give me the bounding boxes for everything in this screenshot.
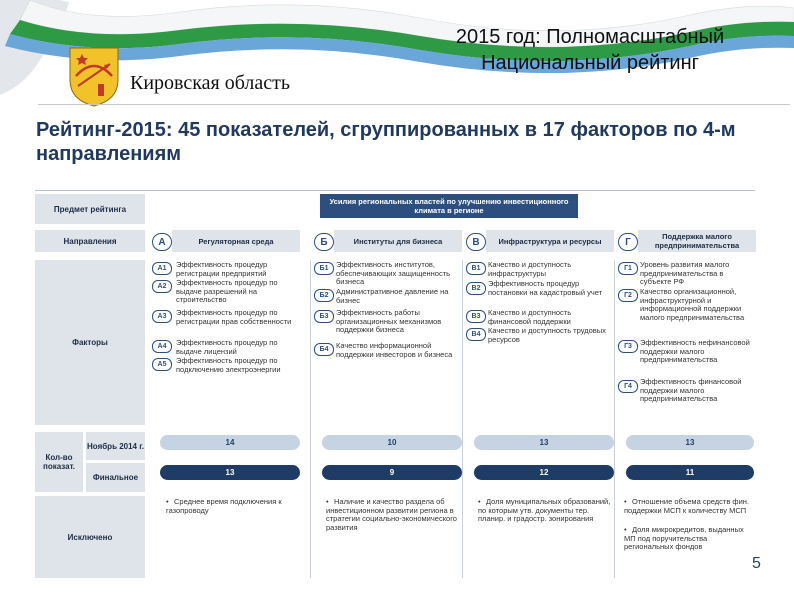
factor-text: Эффективность работы организационных механизмов поддержки бизнеса — [336, 308, 442, 335]
factor-code: А5 — [152, 358, 172, 371]
factor-text: Эффективность процедур по регистрации прав собственности — [176, 308, 292, 326]
direction-letter-badge: Г — [618, 233, 638, 251]
rating-table — [30, 190, 760, 585]
row-label-final: Финальное — [86, 463, 145, 492]
header-title: 2015 год: Полномасштабный Национальный рейтинг — [455, 26, 725, 74]
factor-text: Уровень развития малого предпринимательства в субъекте РФ — [640, 260, 730, 287]
factor-code: В4 — [466, 328, 486, 341]
factor-code: А1 — [152, 262, 172, 275]
factor-text: Эффективность процедур регистрации предприятий — [176, 260, 268, 278]
header-divider — [38, 104, 790, 105]
row-label-directions: Направления — [35, 230, 145, 252]
factor-text: Административное давление на бизнес — [336, 287, 449, 305]
page-heading: Рейтинг-2015: 45 показателей, сгруппированных в 17 факторов по 4-м направлениям — [36, 119, 736, 165]
excluded-item: • Доля муниципальных образований, по которым утв. документы тер. планир. и градостр. зонирования — [478, 497, 611, 524]
factor-code: В3 — [466, 310, 486, 323]
excluded-item: • Доля микрокредитов, выданных МП под поручительства региональных фондов — [624, 525, 744, 552]
factor-text: Эффективность финансовой поддержки малого предпринимательства — [640, 377, 742, 404]
factor-code: Г3 — [618, 340, 638, 353]
excluded-item: • Наличие и качество раздела об инвестиционном развитии региона в стратегии социально-экономического развития — [326, 497, 457, 532]
direction-header: Инфраструктура и ресурсы — [486, 230, 614, 252]
factor-code: Б1 — [314, 262, 334, 275]
direction-letter-badge: В — [466, 233, 486, 251]
region-name: Кировская область — [130, 72, 291, 94]
factor-code: Г1 — [618, 262, 638, 275]
direction-letter-badge: А — [152, 233, 172, 251]
factor-text: Эффективность процедур по выдаче разрешений на строительство — [176, 278, 278, 305]
page-number: 5 — [752, 555, 761, 572]
count-november-pill: 13 — [626, 435, 754, 450]
factor-code: А4 — [152, 340, 172, 353]
row-label-excluded: Исключено — [35, 496, 145, 578]
factor-text: Качество информационной поддержки инвесторов и бизнеса — [336, 341, 453, 359]
factor-text: Эффективность процедур по подключению электроэнергии — [176, 356, 281, 374]
count-november-pill: 10 — [322, 435, 462, 450]
column-divider — [310, 260, 311, 578]
factor-code: В2 — [466, 282, 486, 295]
factor-code: В1 — [466, 262, 486, 275]
direction-column-b — [314, 230, 466, 580]
factor-code: Б2 — [314, 289, 334, 302]
coat-of-arms-icon — [68, 46, 120, 108]
factor-text: Эффективность институтов, обеспечивающих защищенность бизнеса — [336, 260, 451, 287]
count-final-pill: 11 — [626, 465, 754, 480]
factor-text: Качество и доступность инфраструктуры — [488, 260, 572, 278]
count-november-pill: 14 — [160, 435, 300, 450]
direction-column-g — [618, 230, 758, 580]
row-label-november: Ноябрь 2014 г. — [86, 432, 145, 460]
row-label-count: Кол-во показат. — [35, 432, 83, 492]
factor-text: Эффективность процедур постановки на кадастровый учет — [488, 279, 603, 297]
direction-header: Поддержка малого предпринимательства — [638, 230, 756, 252]
table-top-rule — [35, 190, 755, 191]
direction-header: Регуляторная среда — [172, 230, 300, 252]
direction-letter-badge: Б — [314, 233, 334, 251]
excluded-item: • Отношение объема средств фин. поддержки МСП к количеству МСП — [624, 497, 749, 515]
count-final-pill: 9 — [322, 465, 462, 480]
factor-code: Б4 — [314, 343, 334, 356]
factor-text: Качество организационной, инфраструктурной и информационной поддержки малого предпринимательства — [640, 287, 745, 322]
factor-code: Г2 — [618, 289, 638, 302]
direction-column-a — [152, 230, 304, 580]
factor-code: А3 — [152, 310, 172, 323]
count-final-pill: 13 — [160, 465, 300, 480]
factor-code: Г4 — [618, 380, 638, 393]
count-final-pill: 12 — [474, 465, 614, 480]
row-label-factors: Факторы — [35, 260, 145, 425]
factor-text: Эффективность процедур по выдаче лицензий — [176, 338, 278, 356]
factor-code: А2 — [152, 280, 172, 293]
excluded-item: • Среднее время подключения к газопроводу — [166, 497, 282, 515]
direction-header: Институты для бизнеса — [334, 230, 462, 252]
factor-text: Качество и доступность трудовых ресурсов — [488, 326, 606, 344]
count-november-pill: 13 — [474, 435, 614, 450]
row-label-subject: Предмет рейтинга — [35, 194, 145, 224]
factor-text: Качество и доступность финансовой поддержки — [488, 308, 572, 326]
factor-code: Б3 — [314, 310, 334, 323]
direction-column-v — [466, 230, 618, 580]
subject-banner: Усилия региональных властей по улучшению инвестиционного климата в регионе — [320, 194, 578, 218]
factor-text: Эффективность нефинансовой поддержки малого предпринимательства — [640, 338, 750, 365]
